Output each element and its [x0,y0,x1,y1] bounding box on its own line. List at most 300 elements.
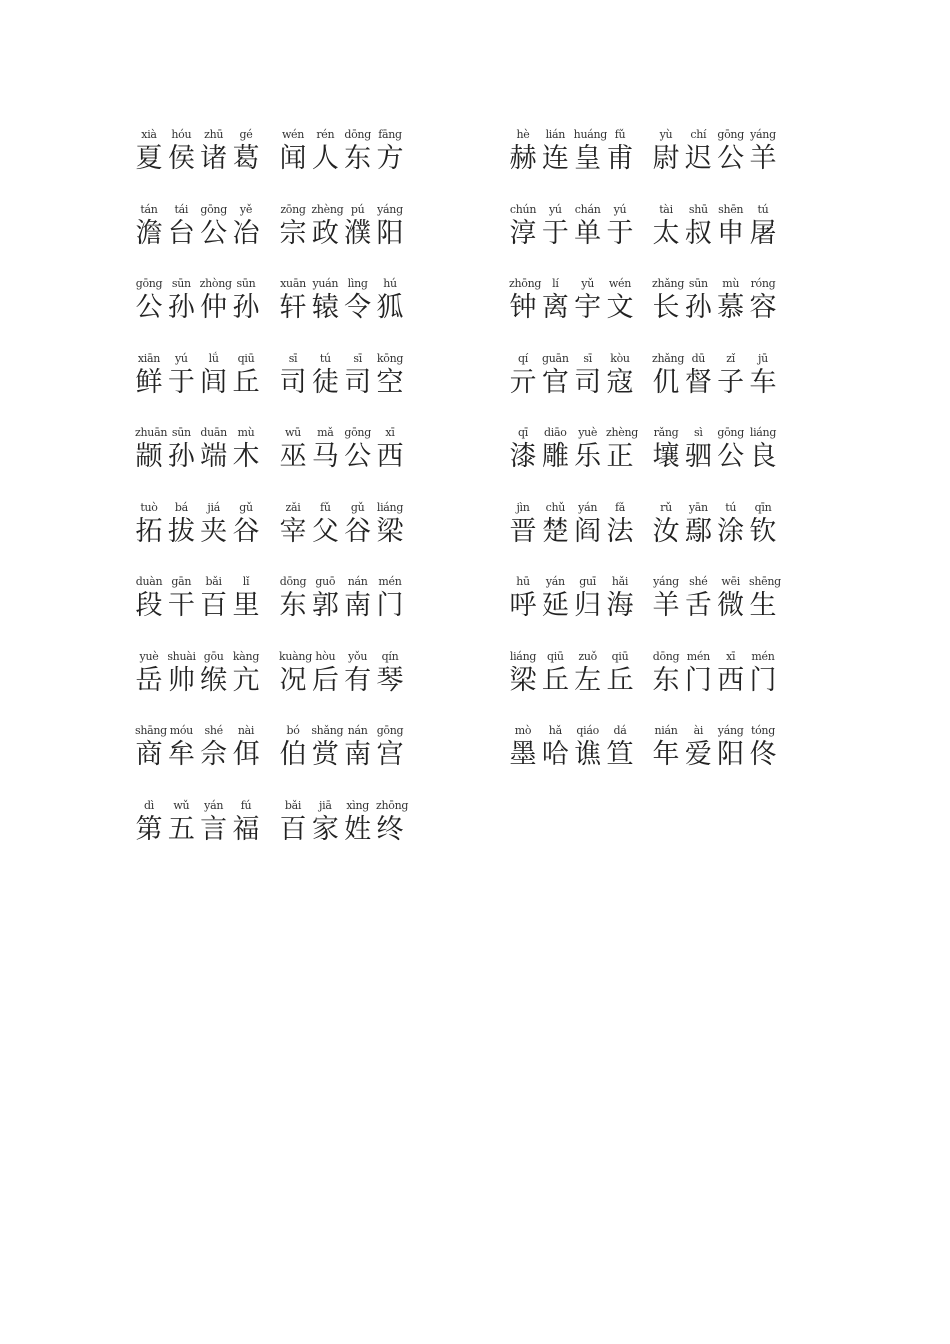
hanzi-row [509,368,634,398]
pinyin-syllable: qīn [754,500,772,514]
pinyin-row [279,277,404,291]
hanzi-character: 端 [200,441,228,472]
pinyin-syllable: yān [688,500,708,514]
hanzi-character: 仉 [652,366,680,398]
pinyin-syllable: mù [237,426,255,439]
hanzi-row [279,144,404,174]
pinyin-syllable: hū [516,575,530,588]
hanzi-character: 淳 [509,217,537,249]
surname-group [279,277,404,323]
hanzi-character: 屠 [749,217,777,249]
pinyin-row [279,426,404,440]
hanzi-character: 连 [541,143,569,174]
hanzi-character: 宰 [279,515,307,547]
pinyin-row [135,575,260,589]
pinyin-syllable: sūn [236,277,256,290]
hanzi-character: 东 [652,664,680,696]
pinyin-syllable: tú [757,202,769,216]
pinyin-row [135,799,260,813]
pinyin-syllable: hú [383,277,397,290]
surname-group [509,128,634,174]
hanzi-character: 雕 [541,441,569,472]
pinyin-row [135,277,260,291]
pinyin-syllable: liáng [749,426,777,439]
hanzi-character: 颛 [135,441,163,472]
pinyin-syllable: gōng [717,128,744,141]
hanzi-character: 司 [574,366,602,398]
surname-group [135,277,260,323]
surname-group [135,501,260,547]
pinyin-syllable: fǔ [614,128,626,141]
surname-group [509,277,634,323]
pinyin-row [135,203,260,217]
pinyin-syllable: yáng [653,575,679,588]
hanzi-character: 辕 [311,292,339,323]
pinyin-syllable: sī [288,351,298,365]
pinyin-row [652,352,777,366]
pinyin-syllable: kàng [232,649,260,663]
hanzi-row [279,591,404,621]
hanzi-character: 尉 [652,143,680,174]
hanzi-character: 梁 [509,664,537,696]
hanzi-character: 有 [344,664,372,696]
hanzi-row [509,591,634,621]
surname-group [279,203,404,249]
hanzi-row [279,219,404,249]
hanzi-row [135,517,260,547]
pinyin-syllable: kuàng [279,649,312,663]
surname-group [279,501,404,547]
pinyin-syllable: bǎi [284,798,302,812]
hanzi-character: 官 [541,366,569,398]
hanzi-character: 侯 [167,143,195,174]
hanzi-row [279,815,404,845]
surname-group [135,650,260,696]
pinyin-syllable: ài [693,724,704,737]
hanzi-character: 马 [311,441,339,472]
pinyin-syllable: mén [751,649,775,663]
pinyin-syllable: lí [552,277,559,290]
hanzi-character: 笪 [606,739,634,770]
hanzi-character: 生 [749,590,777,621]
hanzi-character: 木 [232,441,260,472]
hanzi-character: 伯 [279,739,307,770]
pinyin-syllable: yuè [139,649,159,663]
pinyin-syllable: dōng [652,649,680,663]
hanzi-row [135,442,260,472]
hanzi-character: 法 [606,515,634,547]
pinyin-syllable: rǔ [660,500,672,514]
hanzi-character: 家 [311,813,339,845]
hanzi-character: 公 [717,143,745,174]
pinyin-syllable: wén [608,277,632,290]
pinyin-syllable: zhōng [375,798,409,812]
hanzi-character: 归 [574,590,602,621]
pinyin-syllable: gōng [376,724,404,737]
pinyin-row [652,128,777,142]
hanzi-character: 宗 [279,217,307,249]
pinyin-syllable: gān [171,575,192,588]
hanzi-character: 徒 [311,366,339,398]
pinyin-syllable: nán [347,575,368,588]
hanzi-character: 南 [344,590,372,621]
pinyin-syllable: huáng [573,128,608,141]
pinyin-syllable: shū [688,202,708,216]
hanzi-character: 琴 [376,664,404,696]
pinyin-syllable: qí [518,351,528,365]
hanzi-character: 于 [541,217,569,249]
pinyin-syllable: wēi [721,575,740,588]
pinyin-syllable: qiū [237,351,255,365]
hanzi-character: 文 [606,292,634,323]
pinyin-syllable: shé [689,575,708,588]
pinyin-row [652,575,781,589]
hanzi-character: 东 [344,143,372,174]
hanzi-character: 宇 [574,292,602,323]
hanzi-character: 慕 [717,292,745,323]
hanzi-character: 长 [652,292,680,323]
pinyin-row [509,352,634,366]
pinyin-syllable: yě [239,202,253,216]
pinyin-syllable: qiū [546,649,564,663]
hanzi-character: 公 [200,217,228,249]
pinyin-syllable: chún [509,202,537,216]
pinyin-syllable: sūn [688,277,708,290]
hanzi-character: 皇 [574,143,602,174]
hanzi-character: 舌 [684,590,712,621]
pinyin-syllable: tài [659,202,673,216]
pinyin-syllable: yuè [578,426,598,439]
surname-group [279,575,404,621]
hanzi-character: 终 [376,813,404,845]
pinyin-syllable: zhū [204,128,224,141]
hanzi-character: 晋 [509,515,537,547]
hanzi-character: 单 [574,217,602,249]
pinyin-row [652,650,777,664]
pinyin-syllable: gǔ [350,500,365,514]
hanzi-character: 车 [749,366,777,398]
surname-group [135,426,260,472]
pinyin-syllable: sūn [171,426,191,439]
pinyin-syllable: yǔ [581,277,594,290]
surname-group [279,352,404,398]
pinyin-syllable: shǎng [311,724,344,737]
pinyin-syllable: xī [726,649,736,663]
pinyin-row [279,798,409,813]
pinyin-syllable: chán [574,202,601,216]
hanzi-character: 五 [167,813,195,845]
pinyin-syllable: bǎi [205,575,222,588]
hanzi-character: 亢 [232,664,260,696]
pinyin-row [652,426,777,440]
hanzi-character: 况 [279,664,307,696]
surname-group [279,426,404,472]
hanzi-character: 亓 [509,366,537,398]
pinyin-syllable: sūn [171,277,191,290]
hanzi-character: 乐 [574,441,602,472]
pinyin-syllable: dōng [279,575,307,588]
hanzi-character: 壤 [652,441,680,472]
hanzi-character: 里 [232,590,260,621]
pinyin-syllable: tán [140,202,158,216]
hanzi-row [135,666,260,696]
hanzi-character: 福 [232,813,260,845]
hanzi-character: 延 [541,590,569,621]
hanzi-row [509,293,634,323]
pinyin-syllable: tóng [750,724,775,737]
pinyin-row [279,650,404,664]
hanzi-character: 孙 [232,292,260,323]
pinyin-syllable: tuò [140,500,158,514]
hanzi-character: 丘 [606,664,634,696]
pinyin-syllable: shēng [748,575,781,588]
pinyin-syllable: tái [174,202,189,216]
hanzi-row [652,219,777,249]
hanzi-character: 阳 [717,739,745,770]
hanzi-character: 梁 [376,515,404,547]
hanzi-character: 葛 [232,143,260,174]
pinyin-row [135,128,260,142]
pinyin-row [135,650,260,664]
pinyin-row [279,501,404,515]
pinyin-row [652,724,777,738]
pinyin-syllable: mò [514,724,532,737]
pinyin-row [135,501,260,515]
hanzi-row [509,740,634,770]
pinyin-syllable: nán [347,724,368,737]
hanzi-character: 郭 [311,590,339,621]
hanzi-row [652,442,777,472]
surname-group [509,203,634,249]
hanzi-character: 钟 [509,292,537,323]
hanzi-character: 爱 [684,739,712,770]
pinyin-syllable: zōng [280,202,306,216]
hanzi-character: 濮 [344,217,372,249]
hanzi-character: 门 [684,664,712,696]
pinyin-syllable: nián [654,724,678,737]
hanzi-row [279,442,404,472]
pinyin-row [509,277,634,291]
hanzi-row [279,293,404,323]
hanzi-character: 孙 [684,292,712,323]
pinyin-syllable: rǎng [653,426,679,439]
pinyin-syllable: xuān [280,277,306,290]
hanzi-character: 左 [574,664,602,696]
surname-group [652,277,777,323]
hanzi-character: 东 [279,590,307,621]
pinyin-syllable: lǐ [242,575,250,588]
surname-group [652,128,777,174]
hanzi-character: 第 [135,813,163,845]
pinyin-syllable: liáng [509,649,537,663]
hanzi-character: 哈 [541,739,569,770]
hanzi-character: 空 [376,366,404,398]
pinyin-syllable: lìng [347,277,368,290]
pinyin-row [135,426,260,440]
pinyin-row [652,203,777,217]
surname-group [509,501,634,547]
hanzi-character: 迟 [684,143,712,174]
hanzi-character: 干 [167,590,195,621]
pinyin-syllable: bó [286,724,300,737]
pinyin-row [652,277,777,291]
pinyin-syllable: diāo [544,426,567,439]
surname-group [279,128,404,174]
hanzi-row [279,517,404,547]
pinyin-syllable: zhuān [135,426,168,439]
pinyin-syllable: sì [694,426,703,439]
pinyin-syllable: liáng [376,500,404,514]
pinyin-syllable: jū [758,351,768,365]
hanzi-row [652,666,777,696]
pinyin-syllable: zhèng [311,202,344,216]
hanzi-character: 夏 [135,143,163,174]
hanzi-character: 缑 [200,664,228,696]
pinyin-syllable: xìng [346,798,369,812]
surname-group [652,650,777,696]
hanzi-character: 阳 [376,217,404,249]
pinyin-row [509,650,634,664]
pinyin-syllable: jiá [207,500,220,514]
hanzi-character: 甫 [606,143,634,174]
hanzi-character: 段 [135,590,163,621]
hanzi-character: 拓 [135,515,163,547]
pinyin-syllable: fǎ [614,500,625,514]
pinyin-row [509,724,634,738]
pinyin-syllable: pú [350,202,365,216]
hanzi-character: 谯 [574,739,602,770]
pinyin-syllable: zhǎng [652,351,685,365]
pinyin-syllable: hè [516,128,530,141]
hanzi-character: 百 [200,590,228,621]
hanzi-character: 督 [684,366,712,398]
pinyin-syllable: shāng [135,724,167,737]
hanzi-character: 阎 [574,515,602,547]
hanzi-row [279,666,404,696]
surname-group [135,352,260,398]
hanzi-character: 公 [344,441,372,472]
pinyin-row [652,501,777,515]
pinyin-syllable: zhèng [605,426,639,439]
hanzi-character: 赏 [311,739,339,770]
hanzi-character: 涂 [717,515,745,547]
pinyin-syllable: hǎ [548,724,562,737]
hanzi-character: 丘 [541,664,569,696]
pinyin-syllable: yù [659,128,673,141]
hanzi-character: 宫 [376,739,404,770]
hanzi-row [279,368,404,398]
hanzi-character: 政 [311,217,339,249]
hanzi-character: 钦 [749,515,777,547]
hanzi-character: 羊 [749,143,777,174]
hanzi-character: 西 [717,664,745,696]
pinyin-row [509,426,639,440]
pinyin-syllable: yáng [377,202,403,216]
pinyin-syllable: yán [545,575,565,588]
hanzi-row [135,293,260,323]
pinyin-syllable: xiān [137,351,161,365]
pinyin-syllable: bá [174,500,188,514]
hanzi-character: 容 [749,292,777,323]
surname-group [652,203,777,249]
pinyin-syllable: qín [381,649,399,663]
hanzi-character: 漆 [509,441,537,472]
hanzi-row [652,517,777,547]
pinyin-syllable: nài [237,724,255,737]
hanzi-character: 寇 [606,366,634,398]
pinyin-syllable: duàn [135,575,163,588]
pinyin-syllable: shuài [167,649,196,663]
pinyin-syllable: mén [686,649,710,663]
hanzi-character: 巫 [279,441,307,472]
surname-group [135,575,260,621]
hanzi-row [509,144,634,174]
hanzi-character: 楚 [541,515,569,547]
hanzi-character: 申 [717,217,745,249]
surname-group [135,724,260,770]
hanzi-character: 佘 [200,739,228,770]
surname-group [279,650,404,696]
hanzi-character: 闻 [279,143,307,174]
pinyin-syllable: hòu [315,649,336,663]
pinyin-syllable: mǎ [317,426,334,439]
hanzi-character: 后 [311,664,339,696]
pinyin-syllable: kōng [376,351,404,365]
hanzi-row [652,293,777,323]
hanzi-character: 谷 [344,515,372,547]
hanzi-character: 夹 [200,515,228,547]
pinyin-syllable: rén [316,128,335,141]
hanzi-character: 狐 [376,292,404,323]
pinyin-syllable: qiū [611,649,629,663]
hanzi-character: 诸 [200,143,228,174]
hanzi-character: 台 [167,217,195,249]
hanzi-character: 门 [749,664,777,696]
hanzi-character: 拔 [167,515,195,547]
pinyin-syllable: zhòng [199,277,232,290]
pinyin-syllable: zǎi [285,500,301,514]
pinyin-syllable: yú [174,351,188,365]
hanzi-row [135,815,260,845]
hanzi-character: 驷 [684,441,712,472]
surname-group [135,128,260,174]
pinyin-syllable: yáng [750,128,776,141]
pinyin-syllable: hǎi [611,575,629,588]
pinyin-syllable: lián [545,128,566,141]
hanzi-character: 丘 [232,366,260,398]
hanzi-character: 孙 [167,292,195,323]
hanzi-character: 父 [311,515,339,547]
pinyin-syllable: gé [239,128,253,141]
hanzi-character: 赫 [509,143,537,174]
pinyin-syllable: hóu [171,128,192,141]
hanzi-character: 羊 [652,590,680,621]
pinyin-syllable: zǐ [726,351,736,365]
hanzi-row [135,591,260,621]
pinyin-syllable: dōng [344,128,371,141]
pinyin-syllable: yán [578,500,598,514]
pinyin-syllable: gōng [344,426,371,439]
pinyin-syllable: tú [319,351,331,365]
surname-group [279,798,409,845]
pinyin-syllable: chí [690,128,707,141]
pinyin-syllable: gōu [203,649,224,663]
pinyin-syllable: yán [204,798,224,812]
pinyin-syllable: gōng [135,277,163,290]
hanzi-character: 太 [652,217,680,249]
hanzi-character: 令 [344,292,372,323]
surname-group [509,426,639,472]
